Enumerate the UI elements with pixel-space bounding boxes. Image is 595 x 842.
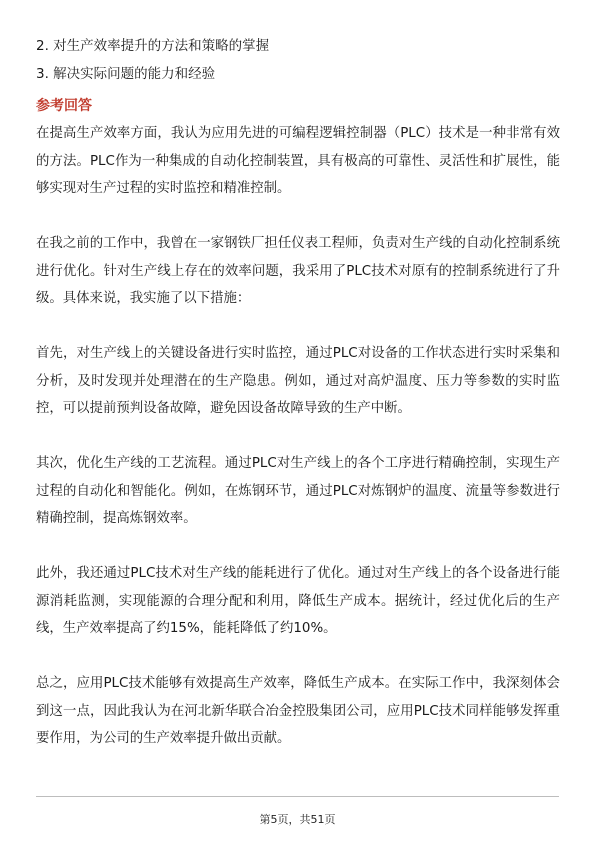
answer-paragraph: 此外，我还通过PLC技术对生产线的能耗进行了优化。通过对生产线上的各个设备进行能源消耗监测，实现能源的合理分配和利用，降低生产成本。据统计，经过优化后的生产线，生产效率提高了约15%，能耗降低了约10%。 xyxy=(36,566,560,636)
list-item: 2. 对生产效率提升的方法和策略的掌握 xyxy=(36,38,270,54)
answer-paragraph: 首先，对生产线上的关键设备进行实时监控，通过PLC对设备的工作状态进行实时采集和分析，及时发现并处理潜在的生产隐患。例如，通过对高炉温度、压力等参数的实时监控，可以提前预判设备故障，避免因设备故障导致的生产中断。 xyxy=(36,346,560,416)
answer-paragraph: 在我之前的工作中，我曾在一家钢铁厂担任仪表工程师，负责对生产线的自动化控制系统进行优化。针对生产线上存在的效率问题，我采用了PLC技术对原有的控制系统进行了升级。具体来说，我实施了以下措施： xyxy=(36,236,560,306)
answer-paragraph: 其次，优化生产线的工艺流程。通过PLC对生产线上的各个工序进行精确控制，实现生产过程的自动化和智能化。例如，在炼钢环节，通过PLC对炼钢炉的温度、流量等参数进行精确控制，提高炼钢效率。 xyxy=(36,456,560,526)
page-number: 第5页，共51页 xyxy=(259,813,336,826)
answer-paragraph: 在提高生产效率方面，我认为应用先进的可编程逻辑控制器（PLC）技术是一种非常有效的方法。PLC作为一种集成的自动化控制装置，具有极高的可靠性、灵活性和扩展性，能够实现对生产过程的实时监控和精准控制。 xyxy=(36,126,560,196)
answer-paragraph: 总之，应用PLC技术能够有效提高生产效率，降低生产成本。在实际工作中，我深刻体会到这一点，因此我认为在河北新华联合冶金控股集团公司，应用PLC技术同样能够发挥重要作用，为公司的生产效率提升做出贡献。 xyxy=(36,676,560,746)
answer-body xyxy=(36,120,560,753)
list-item: 3. 解决实际问题的能力和经验 xyxy=(36,66,216,82)
footer-divider xyxy=(36,796,559,797)
question-points-list xyxy=(36,32,559,88)
reference-answer-heading: 参考回答 xyxy=(36,98,92,114)
